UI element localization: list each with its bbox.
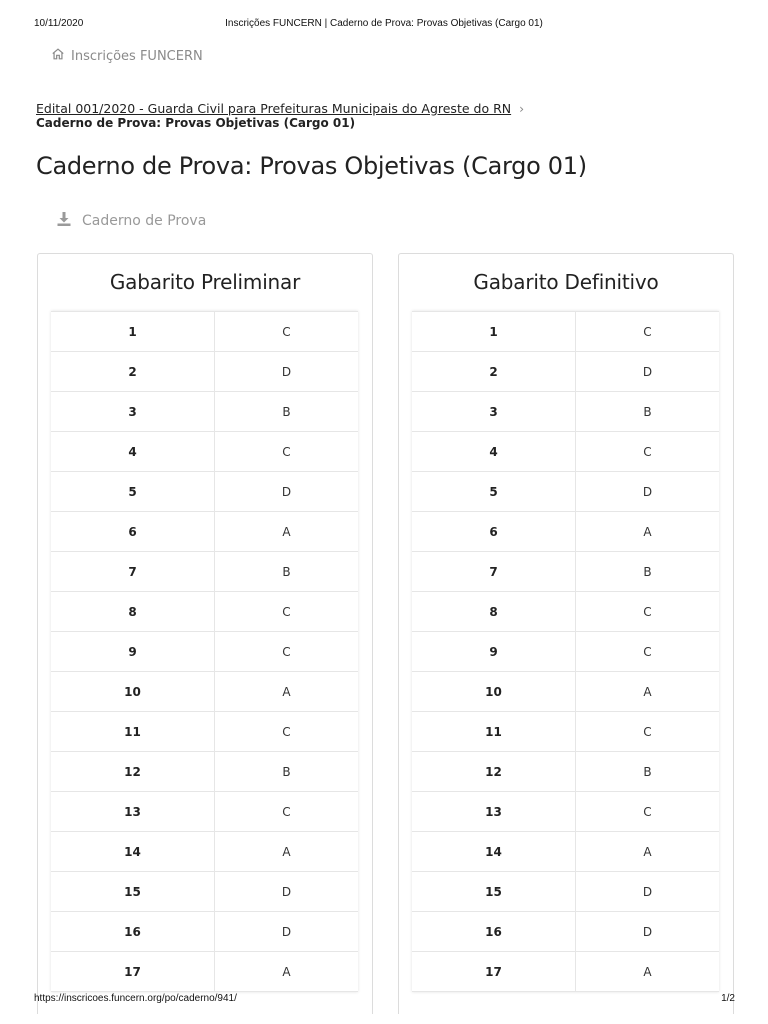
question-number: 11 xyxy=(51,712,215,752)
print-title: Inscrições FUNCERN | Caderno de Prova: Provas Objetivas (Cargo 01) xyxy=(225,18,543,29)
table-row xyxy=(412,392,719,432)
question-number: 13 xyxy=(51,792,215,832)
answer-letter: B xyxy=(215,552,359,592)
table-row xyxy=(412,432,719,472)
question-number: 5 xyxy=(412,472,576,512)
answer-letter: C xyxy=(215,712,359,752)
gabarito-preliminar-card xyxy=(37,253,373,1014)
question-number: 2 xyxy=(51,352,215,392)
table-row xyxy=(412,512,719,552)
answer-letter: D xyxy=(215,912,359,952)
question-number: 10 xyxy=(51,672,215,712)
print-url: https://inscricoes.funcern.org/po/caderno/941/ xyxy=(34,993,237,1004)
answer-letter: D xyxy=(576,352,720,392)
question-number: 8 xyxy=(51,592,215,632)
question-number: 16 xyxy=(412,912,576,952)
question-number: 3 xyxy=(412,392,576,432)
question-number: 4 xyxy=(412,432,576,472)
table-row xyxy=(51,472,358,512)
table-row xyxy=(412,672,719,712)
question-number: 2 xyxy=(412,352,576,392)
question-number: 12 xyxy=(412,752,576,792)
question-number: 9 xyxy=(51,632,215,672)
answer-letter: B xyxy=(215,752,359,792)
answer-letter: A xyxy=(215,952,359,992)
answer-letter: A xyxy=(576,512,720,552)
answer-letter: C xyxy=(215,592,359,632)
table-row xyxy=(51,752,358,792)
table-row xyxy=(51,312,358,352)
answer-letter: C xyxy=(215,632,359,672)
answer-letter: A xyxy=(215,672,359,712)
download-icon xyxy=(56,211,72,231)
answer-letter: C xyxy=(215,312,359,352)
question-number: 17 xyxy=(412,952,576,992)
table-row xyxy=(51,512,358,552)
table-row xyxy=(51,952,358,992)
table-row xyxy=(412,352,719,392)
table-row xyxy=(412,312,719,352)
table-row xyxy=(412,792,719,832)
question-number: 11 xyxy=(412,712,576,752)
question-number: 16 xyxy=(51,912,215,952)
answer-letter: A xyxy=(576,832,720,872)
answer-letter: C xyxy=(576,312,720,352)
question-number: 17 xyxy=(51,952,215,992)
table-row xyxy=(412,472,719,512)
table-row xyxy=(412,552,719,592)
chevron-right-icon: › xyxy=(519,101,525,116)
question-number: 13 xyxy=(412,792,576,832)
answer-letter: D xyxy=(576,912,720,952)
answer-letter: C xyxy=(576,792,720,832)
question-number: 14 xyxy=(51,832,215,872)
table-row xyxy=(412,872,719,912)
answer-letter: C xyxy=(215,432,359,472)
table-row xyxy=(412,712,719,752)
question-number: 8 xyxy=(412,592,576,632)
print-date: 10/11/2020 xyxy=(34,18,84,29)
question-number: 7 xyxy=(51,552,215,592)
answer-letter: B xyxy=(576,392,720,432)
question-number: 1 xyxy=(51,312,215,352)
download-link[interactable] xyxy=(56,211,206,231)
question-number: 12 xyxy=(51,752,215,792)
question-number: 6 xyxy=(412,512,576,552)
answer-letter: A xyxy=(215,832,359,872)
answer-letter: B xyxy=(576,552,720,592)
download-label: Caderno de Prova xyxy=(82,213,207,229)
table-row xyxy=(51,912,358,952)
table-row xyxy=(51,632,358,672)
table-row xyxy=(412,832,719,872)
answer-letter: D xyxy=(215,472,359,512)
answer-letter: D xyxy=(576,872,720,912)
answer-letter: D xyxy=(576,472,720,512)
gabarito-preliminar-title: Gabarito Preliminar xyxy=(109,270,301,294)
answer-letter: D xyxy=(215,872,359,912)
table-row xyxy=(51,432,358,472)
question-number: 1 xyxy=(412,312,576,352)
table-row xyxy=(51,672,358,712)
table-row xyxy=(412,592,719,632)
gabarito-preliminar-table xyxy=(51,311,358,992)
question-number: 15 xyxy=(412,872,576,912)
question-number: 4 xyxy=(51,432,215,472)
answer-letter: A xyxy=(215,512,359,552)
question-number: 10 xyxy=(412,672,576,712)
table-row xyxy=(51,552,358,592)
gabarito-definitivo-card xyxy=(398,253,734,1014)
answer-letter: A xyxy=(576,952,720,992)
breadcrumb-parent-link[interactable]: Edital 001/2020 - Guarda Civil para Prefeituras Municipais do Agreste do RN xyxy=(36,101,512,116)
answer-letter: C xyxy=(576,712,720,752)
print-page-number: 1/2 xyxy=(721,993,735,1004)
answer-letter: C xyxy=(576,632,720,672)
breadcrumb xyxy=(36,102,736,130)
home-link[interactable] xyxy=(51,47,203,65)
question-number: 14 xyxy=(412,832,576,872)
answer-letter: B xyxy=(576,752,720,792)
question-number: 5 xyxy=(51,472,215,512)
table-row xyxy=(51,592,358,632)
question-number: 9 xyxy=(412,632,576,672)
home-link-label: Inscrições FUNCERN xyxy=(71,48,203,64)
answer-letter: C xyxy=(576,592,720,632)
question-number: 3 xyxy=(51,392,215,432)
answer-letter: C xyxy=(215,792,359,832)
table-row xyxy=(51,352,358,392)
table-row xyxy=(51,712,358,752)
answer-letter: D xyxy=(215,352,359,392)
breadcrumb-current: Caderno de Prova: Provas Objetivas (Cargo 01) xyxy=(36,116,356,130)
table-row xyxy=(51,872,358,912)
answer-letter: B xyxy=(215,392,359,432)
page-title: Caderno de Prova: Provas Objetivas (Cargo 01) xyxy=(36,152,587,180)
answer-letter: A xyxy=(576,672,720,712)
gabarito-definitivo-table xyxy=(412,311,719,992)
table-row xyxy=(51,792,358,832)
gabarito-definitivo-title: Gabarito Definitivo xyxy=(473,270,659,294)
question-number: 15 xyxy=(51,872,215,912)
home-icon xyxy=(51,47,65,65)
table-row xyxy=(412,632,719,672)
question-number: 6 xyxy=(51,512,215,552)
question-number: 7 xyxy=(412,552,576,592)
table-row xyxy=(51,832,358,872)
table-row xyxy=(412,912,719,952)
answer-letter: C xyxy=(576,432,720,472)
table-row xyxy=(51,392,358,432)
table-row xyxy=(412,952,719,992)
table-row xyxy=(412,752,719,792)
